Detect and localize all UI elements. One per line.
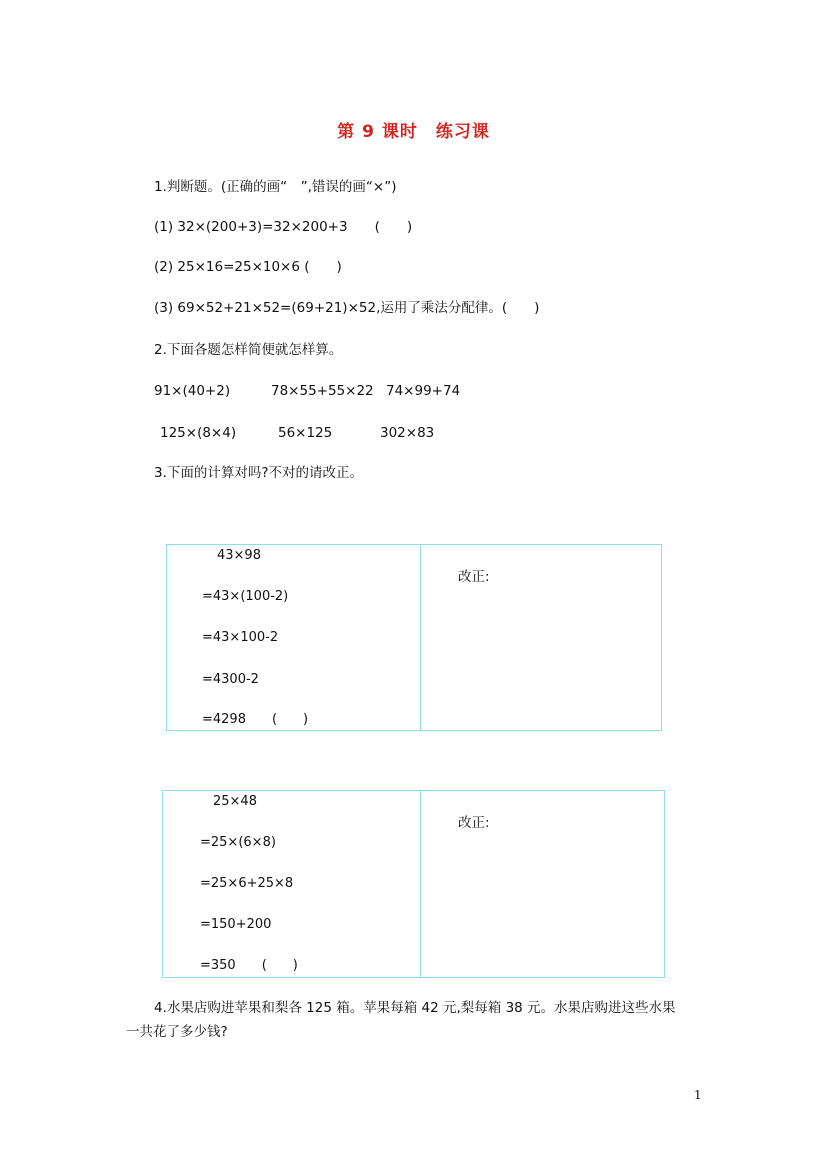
q2-heading: 2.下面各题怎样简便就怎样算。 (154, 342, 343, 358)
q1-item-2: (2) 25×16=25×10×6 ( ) (154, 259, 342, 275)
calc-step: =43×(100-2) (202, 589, 289, 604)
q3-box-1 (166, 544, 662, 731)
calc-step: =43×100-2 (202, 630, 279, 645)
q2-expr-6: 302×83 (380, 425, 435, 441)
q4-line-2: 一共花了多少钱? (126, 1024, 228, 1040)
q2-expr-1: 91×(40+2) (154, 383, 231, 399)
q3-heading: 3.下面的计算对吗?不对的请改正。 (154, 465, 364, 481)
q1-heading: 1.判断题。(正确的画“ ”,错误的画“×”) (154, 179, 397, 195)
q1-item-3: (3) 69×52+21×52=(69+21)×52,运用了乘法分配律。( ) (154, 300, 540, 316)
calc-step: 43×98 (217, 548, 261, 563)
correction-label: 改正: (458, 815, 490, 831)
calc-step: =150+200 (200, 917, 272, 932)
correction-label: 改正: (458, 569, 490, 585)
q2-expr-2: 78×55+55×22 (271, 383, 374, 399)
calc-step: 25×48 (213, 794, 257, 809)
calc-step: =25×(6×8) (200, 835, 276, 850)
q4-line-1: 4.水果店购进苹果和梨各 125 箱。苹果每箱 42 元,梨每箱 38 元。水果店购进这些水果 (154, 1000, 676, 1016)
calc-step: =4300-2 (202, 672, 259, 687)
calc-step: =350 ( ) (200, 958, 298, 973)
q2-expr-4: 125×(8×4) (160, 425, 237, 441)
page-title: 第 9 课时 练习课 (337, 122, 490, 142)
box-divider (420, 791, 421, 977)
calc-step: =25×6+25×8 (200, 876, 294, 891)
q3-box-2 (162, 790, 665, 978)
box-divider (420, 545, 421, 730)
calc-step: =4298 ( ) (202, 712, 309, 727)
q2-expr-3: 74×99+74 (386, 383, 461, 399)
q1-item-1: (1) 32×(200+3)=32×200+3 ( ) (154, 219, 413, 235)
page-number: 1 (694, 1088, 702, 1102)
q2-expr-5: 56×125 (278, 425, 333, 441)
